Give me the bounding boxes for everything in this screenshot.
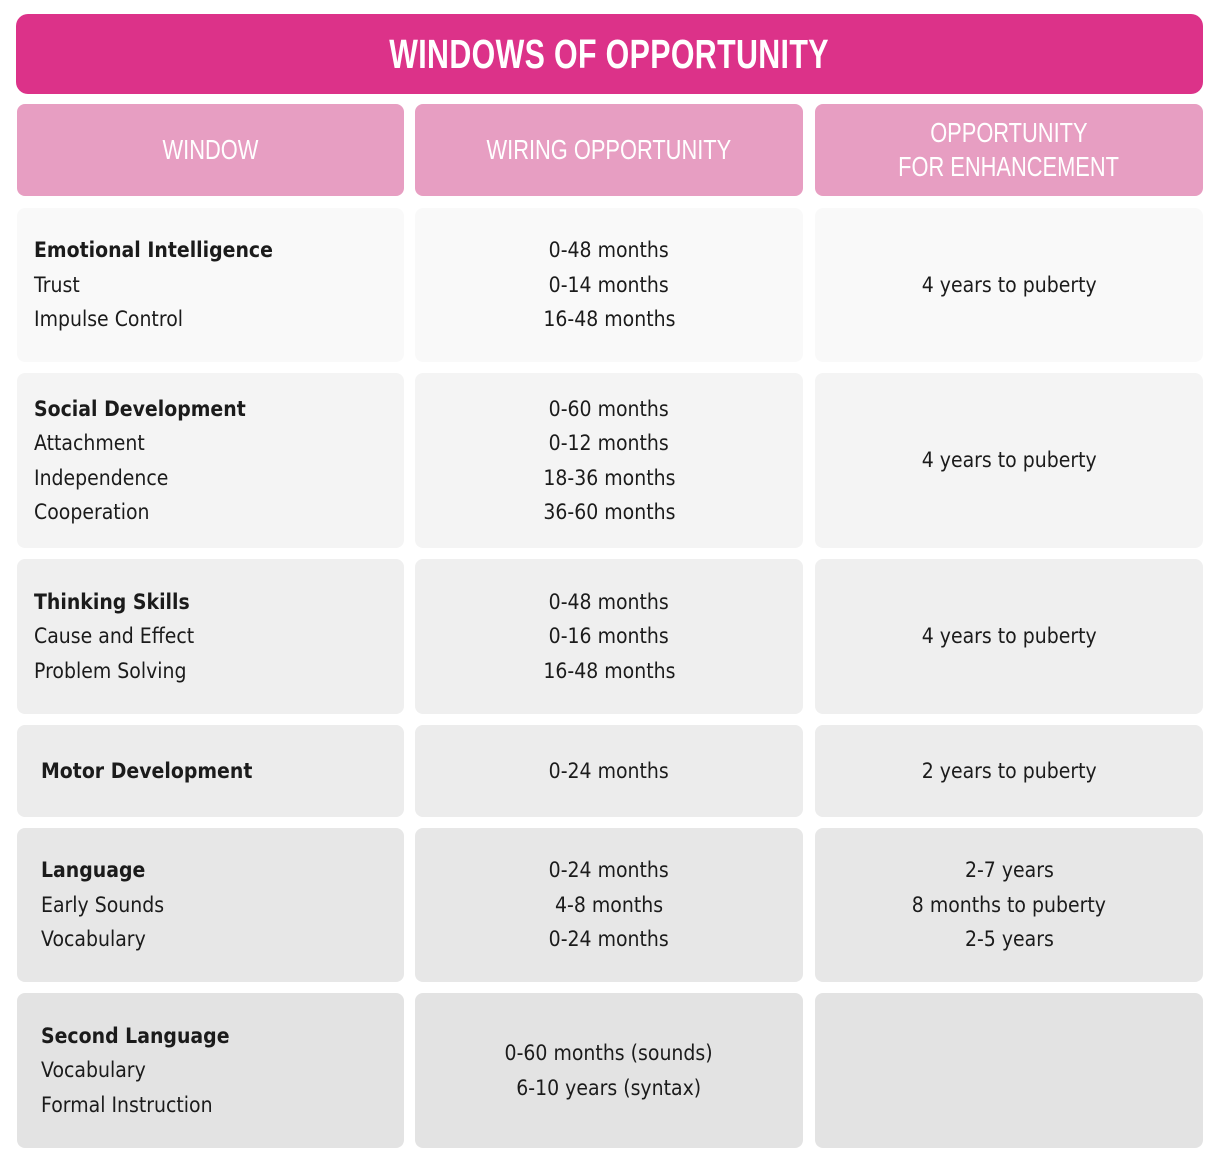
window-cell	[17, 725, 404, 817]
wiring-value: 0-24 months	[548, 758, 670, 783]
enhancement-cell	[815, 725, 1203, 817]
window-cell	[17, 993, 404, 1148]
wiring-opportunity-cell	[415, 373, 803, 548]
wiring-value: 0-48 months	[548, 238, 670, 263]
wiring-value: 36-60 months	[542, 500, 676, 524]
wiring-value: 0-60 months	[548, 396, 670, 421]
window-item: Cooperation	[34, 500, 150, 524]
enhancement-cell	[815, 993, 1203, 1148]
column-header-enhancement-label-line2: FOR ENHANCEMENT	[898, 151, 1120, 182]
enhancement-cell	[815, 559, 1203, 714]
enhancement-value: 2 years to puberty	[921, 758, 1097, 783]
window-title: Language	[41, 858, 146, 883]
wiring-value: 6-10 years (syntax)	[516, 1075, 702, 1100]
window-item: Cause and Effect	[34, 624, 195, 649]
enhancement-value: 4 years to puberty	[921, 272, 1097, 297]
enhancement-value: 8 months to puberty	[911, 892, 1107, 917]
wiring-opportunity-cell	[415, 208, 803, 362]
enhancement-cell	[815, 828, 1203, 982]
window-item: Impulse Control	[34, 307, 184, 332]
page-title: WINDOWS OF OPPORTUNITY	[389, 30, 830, 77]
window-item: Early Sounds	[41, 892, 165, 917]
window-item: Formal Instruction	[41, 1092, 213, 1117]
window-title: Second Language	[41, 1023, 230, 1048]
wiring-value: 0-16 months	[548, 624, 670, 649]
column-header-window-label: WINDOW	[162, 134, 259, 165]
wiring-opportunity-cell	[415, 559, 803, 714]
window-title: Social Development	[34, 396, 246, 421]
column-header-enhancement-label-line1: OPPORTUNITY	[930, 117, 1088, 148]
wiring-value: 16-48 months	[542, 658, 676, 683]
window-cell	[17, 373, 404, 548]
wiring-value: 16-48 months	[542, 307, 676, 332]
wiring-opportunity-cell	[415, 725, 803, 817]
wiring-value: 0-60 months (sounds)	[504, 1041, 714, 1065]
wiring-value: 0-12 months	[548, 431, 670, 455]
wiring-value: 0-24 months	[548, 858, 670, 883]
enhancement-value: 2-7 years	[964, 858, 1054, 883]
wiring-value: 0-24 months	[548, 927, 670, 952]
window-item: Trust	[34, 272, 80, 297]
enhancement-cell	[815, 208, 1203, 362]
wiring-value: 4-8 months	[554, 892, 664, 917]
enhancement-value: 2-5 years	[964, 927, 1054, 952]
window-item: Vocabulary	[41, 927, 146, 952]
column-header-window	[17, 104, 404, 196]
window-title: Emotional Intelligence	[34, 238, 273, 263]
column-header-opportunity-for-enhancement	[815, 104, 1203, 196]
wiring-value: 18-36 months	[542, 465, 676, 490]
window-item: Problem Solving	[34, 658, 187, 683]
window-cell	[17, 828, 404, 982]
wiring-opportunity-cell	[415, 828, 803, 982]
title-banner	[16, 14, 1203, 94]
wiring-opportunity-cell	[415, 993, 803, 1148]
window-cell	[17, 208, 404, 362]
column-header-wiring-label: WIRING OPPORTUNITY	[486, 134, 732, 165]
wiring-value: 0-14 months	[548, 272, 670, 297]
window-item: Attachment	[34, 431, 145, 455]
enhancement-value: 4 years to puberty	[921, 448, 1097, 473]
window-title: Thinking Skills	[34, 589, 190, 614]
window-item: Vocabulary	[41, 1058, 146, 1083]
enhancement-value: 4 years to puberty	[921, 624, 1097, 649]
window-item: Independence	[34, 465, 169, 490]
wiring-value: 0-48 months	[548, 589, 670, 614]
window-cell	[17, 559, 404, 714]
column-header-wiring-opportunity	[415, 104, 803, 196]
enhancement-cell	[815, 373, 1203, 548]
window-title: Motor Development	[41, 758, 253, 783]
